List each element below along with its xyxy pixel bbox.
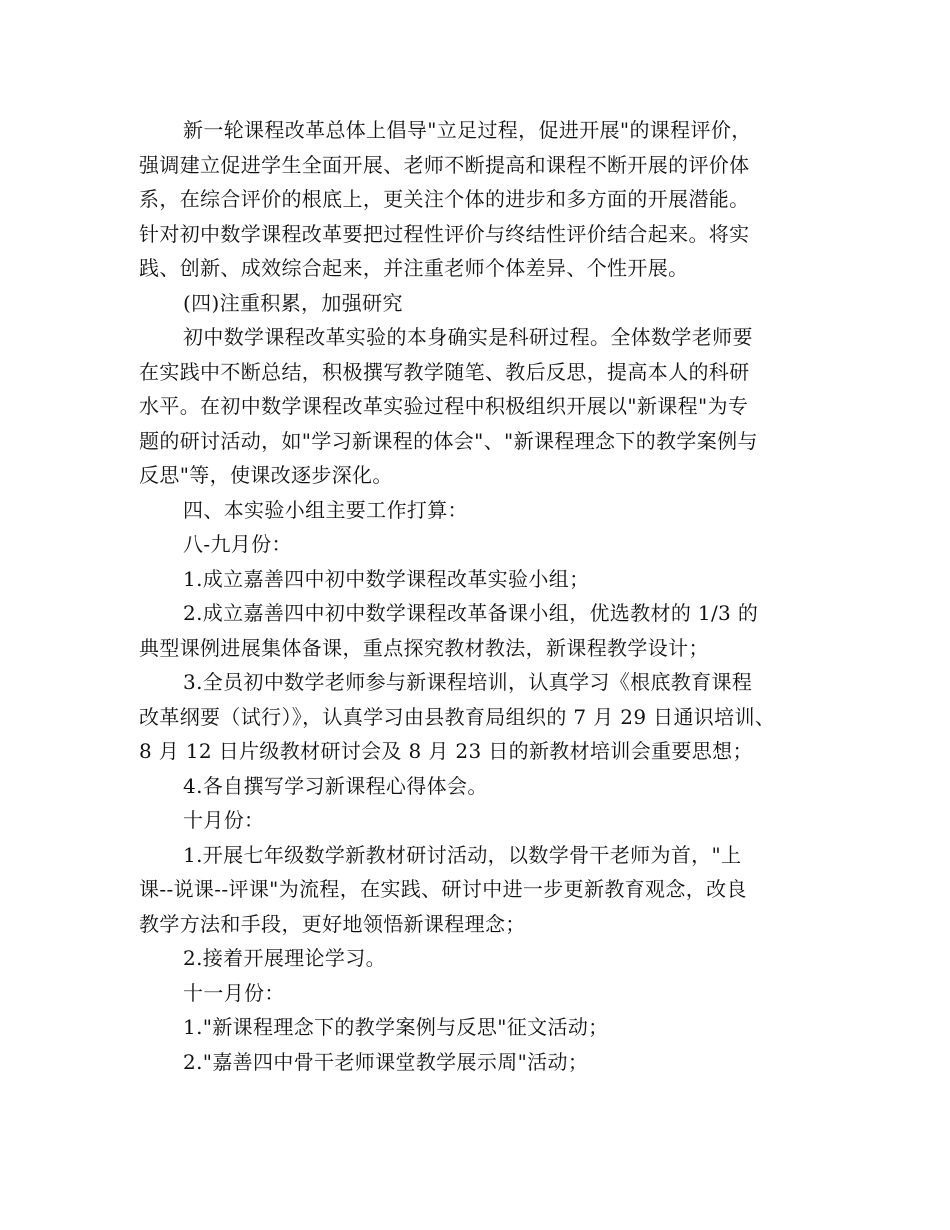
list-item: 2.接着开展理论学习。 bbox=[183, 946, 386, 970]
month-heading: 十月份： bbox=[183, 808, 265, 832]
section-heading: 四、本实验小组主要工作打算： bbox=[183, 497, 468, 522]
list-item: 3.全员初中数学老师参与新课程培训，认真学习《根底教育课程 bbox=[183, 670, 753, 694]
list-item: 4.各自撰写学习新课程心得体会。 bbox=[183, 773, 488, 798]
text-line: 针对初中数学课程改革要把过程性评价与终结性评价结合起来。将实 bbox=[139, 221, 750, 246]
text-line: 课--说课--评课"为流程，在实践、研讨中进一步更新教育观念，改良 bbox=[139, 877, 747, 901]
text-line: 初中数学课程改革实验的本身确实是科研过程。全体数学老师要 bbox=[183, 325, 753, 349]
list-item: 2."嘉善四中骨干老师课堂教学展示周"活动； bbox=[183, 1049, 589, 1074]
month-heading: 十一月份： bbox=[183, 980, 285, 1005]
text-line: 典型课例进展集体备课，重点探究教材教法，新课程教学设计； bbox=[139, 635, 709, 660]
text-line: 水平。在初中数学课程改革实验过程中积极组织开展以"新课程"为专 bbox=[139, 394, 749, 418]
text-line: 反思"等，使课改逐步深化。 bbox=[139, 463, 393, 487]
text-line: 系，在综合评价的根底上，更关注个体的进步和多方面的开展潜能。 bbox=[139, 187, 750, 211]
text-line: 题的研讨活动，如"学习新课程的体会"、"新课程理念下的教学案例与 bbox=[139, 428, 758, 453]
text-line: 8 月 12 日片级教材研讨会及 8 月 23 日的新教材培训会重要思想； bbox=[139, 739, 753, 763]
document-body bbox=[139, 113, 839, 1079]
section-heading: (四)注重积累，加强研究 bbox=[183, 290, 403, 315]
text-line: 新一轮课程改革总体上倡导"立足过程，促进开展"的课程评价， bbox=[183, 118, 752, 142]
month-heading: 八-九月份： bbox=[183, 532, 292, 556]
text-line: 强调建立促进学生全面开展、老师不断提高和课程不断开展的评价体 bbox=[139, 152, 750, 177]
list-item: 1.开展七年级数学新教材研讨活动，以数学骨干老师为首，"上 bbox=[183, 842, 742, 867]
text-line: 教学方法和手段，更好地领悟新课程理念； bbox=[139, 911, 526, 936]
list-item: 1.成立嘉善四中初中数学课程改革实验小组； bbox=[183, 566, 590, 591]
text-line: 践、创新、成效综合起来，并注重老师个体差异、个性开展。 bbox=[139, 256, 689, 280]
list-item: 1."新课程理念下的教学案例与反思"征文活动； bbox=[183, 1015, 609, 1039]
text-line: 改革纲要（试行）》，认真学习由县教育局组织的 7 月 29 日通识培训、 bbox=[139, 704, 776, 729]
text-line: 在实践中不断总结，积极撰写教学随笔、教后反思，提高本人的科研 bbox=[139, 359, 750, 384]
list-item: 2.成立嘉善四中初中数学课程改革备课小组，优选教材的 1/3 的 bbox=[183, 601, 759, 625]
